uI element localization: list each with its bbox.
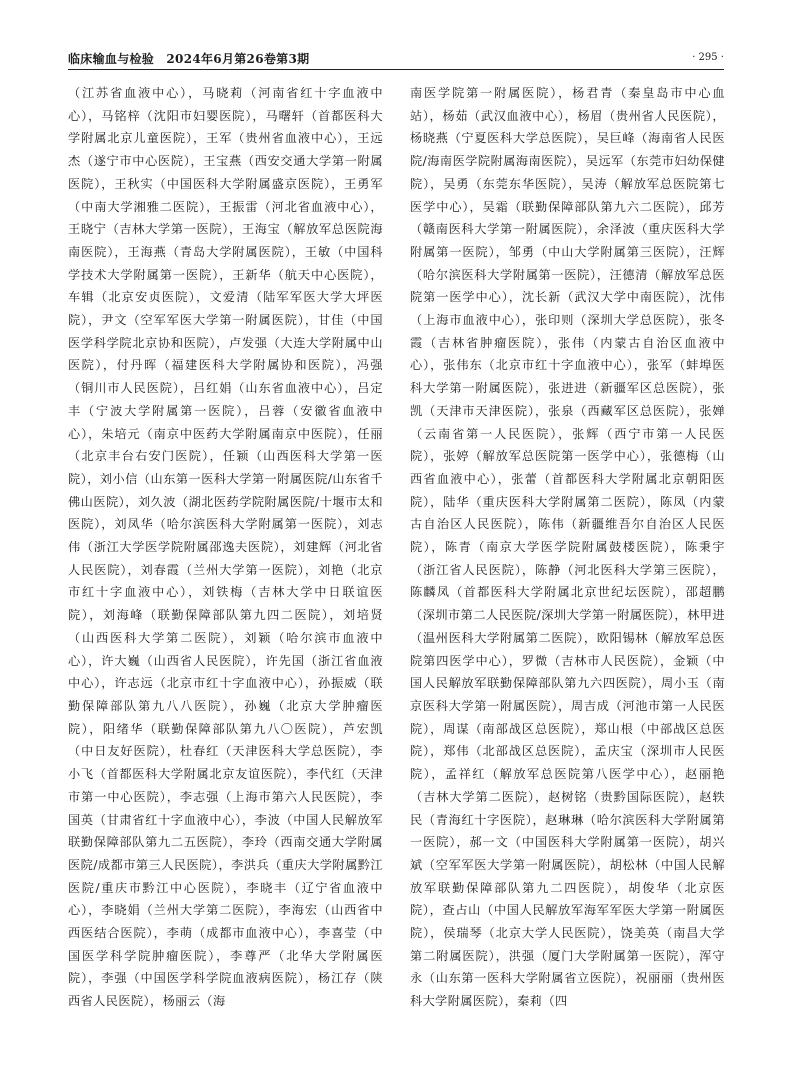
text-column-left: （江苏省血液中心），马晓莉（河南省红十字血液中心），马铭梓（沈阳市妇婴医院），马曙轩（首都医科大学附属北京儿童医院），王军（贵州省血液中心），王远杰（遂宁市中心医院），王宝燕（西安交通大学第一附属医院），王秋实（中国医科大学附属盛京医院），王勇军（中南大学湘雅二医院），王振雷（河北省血液中心），王晓宁（吉林大学第一医院），王海宝（解放军总医院海南医院），王海燕（青岛大学附属医院），王敏（中国科学技术大学附属第一医院），王新华（航天中心医院），车辑（北京安贞医院），文爱清（陆军军医大学大坪医院），尹文（空军军医大学第一附属医院），甘佳（中国医学科学院北京协和医院），卢发强（大连大学附属中山医院），付丹晖（福建医科大学附属协和医院），冯强（铜川市人民医院），吕红娟（山东省血液中心），吕定丰（宁波大学附属第一医院），吕蓉（安徽省血液中心），朱培元（南京中医药大学附属南京中医院），任丽（北京丰台右安门医院），任颖（山西医科大学第一医院），刘小信（山东第一医科大学第一附属医院/山东省千佛山医院），刘久波（湖北医药学院附属医院/十堰市太和医院），刘凤华（哈尔滨医科大学附属第一医院），刘志伟（浙江大学医学院附属邵逸夫医院），刘建辉（河北省人民医院），刘春霞（兰州大学第一医院），刘艳（北京市红十字血液中心），刘铁梅（吉林大学中日联谊医院），刘海峰（联勤保障部队第九四二医院），刘培贤（山西医科大学第二医院），刘颖（哈尔滨市血液中心），许大巍（山西省人民医院），许先国（浙江省血液中心），许志远（北京市红十字血液中心），孙振威（联勤保障部队第九八八医院），孙巍（北京大学肿瘤医院），阳绪华（联勤保障部队第九八〇医院），芦宏凯（中日友好医院），杜春红（天津医科大学总医院），李小飞（首都医科大学附属北京友谊医院），李代红（天津市第一中心医院），李志强（上海市第六人民医院），李国英（甘肃省红十字血液中心），李波（中国人民解放军联勤保障部队第九二五医院），李玲（西南交通大学附属医院/成都市第三人民医院），李洪兵（重庆大学附属黔江医院/重庆市黔江中心医院），李晓丰（辽宁省血液中心），李晓娟（兰州大学第二医院），李海宏（山西省中西医结合医院），李萌（成都市血液中心），李喜莹（中国医学科学院肿瘤医院），李尊严（北华大学附属医院），李强（中国医学科学院血液病医院），杨江存（陕西省人民医院），杨丽云（海 [68,86,383,1009]
page-number: · 295 · [692,52,724,63]
page-header [68,46,724,68]
text-column-right: 南医学院第一附属医院），杨君青（秦皇岛市中心血站），杨茹（武汉血液中心），杨眉（贵州省人民医院），杨晓燕（宁夏医科大学总医院），吴巨峰（海南省人民医院/海南医学院附属海南医院），吴远军（东莞市妇幼保健院），吴勇（东莞东华医院），吴涛（解放军总医院第七医学中心），吴霜（联勤保障部队第九六二医院），邱芳（赣南医科大学第一附属医院），余泽波（重庆医科大学附属第一医院），邹勇（中山大学附属第三医院），汪辉（哈尔滨医科大学附属第一医院），汪德清（解放军总医院第一医学中心），沈长新（武汉大学中南医院），沈伟（上海市血液中心），张印则（深圳大学总医院），张冬霞（吉林省肿瘤医院），张伟（内蒙古自治区血液中心），张伟东（北京市红十字血液中心），张军（蚌埠医科大学第一附属医院），张进进（新疆军区总医院），张凯（天津市天津医院），张泉（西藏军区总医院），张婵（云南省第一人民医院），张辉（西宁市第一人民医院），张婷（解放军总医院第一医学中心），张德梅（山西省血液中心），张蕾（首都医科大学附属北京朝阳医院），陆华（重庆医科大学附属第二医院），陈凤（内蒙古自治区人民医院），陈伟（新疆维吾尔自治区人民医院），陈青（南京大学医学院附属鼓楼医院），陈秉宇（浙江省人民医院），陈静（河北医科大学第三医院），陈麟凤（首都医科大学附属北京世纪坛医院），邵超鹏（深圳市第二人民医院/深圳大学第一附属医院），林甲进（温州医科大学附属第二医院），欧阳锡林（解放军总医院第四医学中心），罗微（吉林市人民医院），金颖（中国人民解放军联勤保障部队第九六四医院），周小玉（南京医科大学第一附属医院），周吉成（河池市第一人民医院），周谋（南部战区总医院），郑山根（中部战区总医院），郑伟（北部战区总医院），孟庆宝（深圳市人民医院），孟祥红（解放军总医院第八医学中心），赵丽艳（吉林大学第二医院），赵树铭（贵黔国际医院），赵轶民（青海红十字医院），赵琳琳（哈尔滨医科大学附属第一医院），郝一文（中国医科大学附属第一医院），胡兴斌（空军军医大学第一附属医院），胡松林（中国人民解放军联勤保障部队第九二四医院），胡俊华（北京医院），查占山（中国人民解放军海军军医大学第一附属医院），侯瑞琴（北京大学人民医院），饶美英（南昌大学第二附属医院），洪强（厦门大学附属第一医院），浑守永（山东第一医科大学附属省立医院），祝丽丽（贵州医科大学附属医院），秦莉（四 [410,86,725,1009]
running-head: 临床输血与检验 2024年6月第26卷第3期 [68,52,310,66]
header-rule [68,69,724,70]
